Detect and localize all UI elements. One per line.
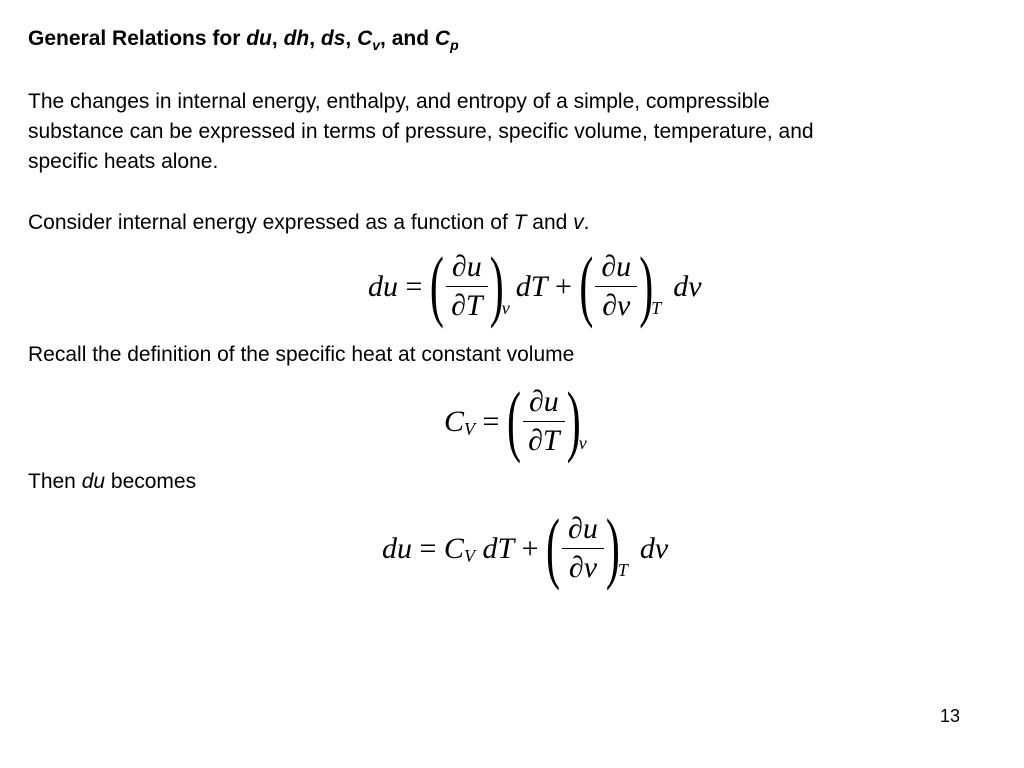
consider-paragraph: Consider internal energy expressed as a function of T and v. (28, 211, 590, 234)
intro-line: specific heats alone. (28, 150, 219, 173)
right-paren: ) (639, 242, 654, 331)
equation-du-expansion: du = ( $\frac{\partial u}{\partial T}$ ) v dT + ( $\frac{\partial u}{\partial v}$ ) T dv (368, 242, 702, 331)
equation-du-result: du = C V dT + ( $\frac{\partial u}{\partial v}$ ) T dv (382, 504, 669, 593)
intro-line: The changes in internal energy, enthalpy, and entropy of a simple, compressible (28, 90, 770, 113)
subscript: v (501, 298, 510, 318)
title-sep: , (309, 27, 321, 50)
partial-fraction: $\frac{\partial u}{\partial v}$ (595, 250, 637, 323)
left-paren: ( (579, 242, 594, 331)
subscript: T (651, 298, 662, 318)
title-ds: ds (320, 27, 346, 50)
slide-title (28, 27, 459, 53)
var-v: v (573, 211, 584, 234)
right-paren: ) (605, 504, 620, 593)
title-sep: , (271, 27, 284, 50)
title-cv: $C_v$ (357, 27, 381, 54)
left-paren: ( (506, 377, 521, 466)
equation-cv-definition: C V = ( $\frac{\partial u}{\partial T}$ ) v (444, 377, 587, 466)
title-sep: , and (380, 27, 435, 50)
var-T: T (513, 211, 527, 234)
recall-paragraph: Recall the definition of the specific heat at constant volume (28, 343, 575, 366)
title-du: du (246, 27, 272, 50)
then-paragraph: Then du becomes (28, 470, 197, 493)
intro-line: substance can be expressed in terms of pressure, specific volume, temperature, and (28, 120, 814, 143)
left-paren: ( (429, 242, 444, 331)
partial-fraction: $\frac{\partial u}{\partial v}$ (562, 512, 604, 585)
title-sep: , (345, 27, 358, 50)
var-du: du (81, 470, 106, 493)
subscript: v (578, 433, 587, 453)
title-dh: dh (283, 27, 310, 50)
intro-paragraph (28, 87, 814, 177)
subscript: T (617, 560, 628, 580)
partial-fraction: $\frac{\partial u}{\partial T}$ (523, 385, 565, 458)
title-prefix: General Relations for (28, 27, 247, 50)
title-cp: $C_p$ (434, 27, 459, 54)
partial-fraction: $\frac{\partial u}{\partial T}$ (446, 250, 488, 323)
page-number: 13 (940, 706, 961, 726)
right-paren: ) (566, 377, 581, 466)
left-paren: ( (546, 504, 561, 593)
right-paren: ) (489, 242, 504, 331)
